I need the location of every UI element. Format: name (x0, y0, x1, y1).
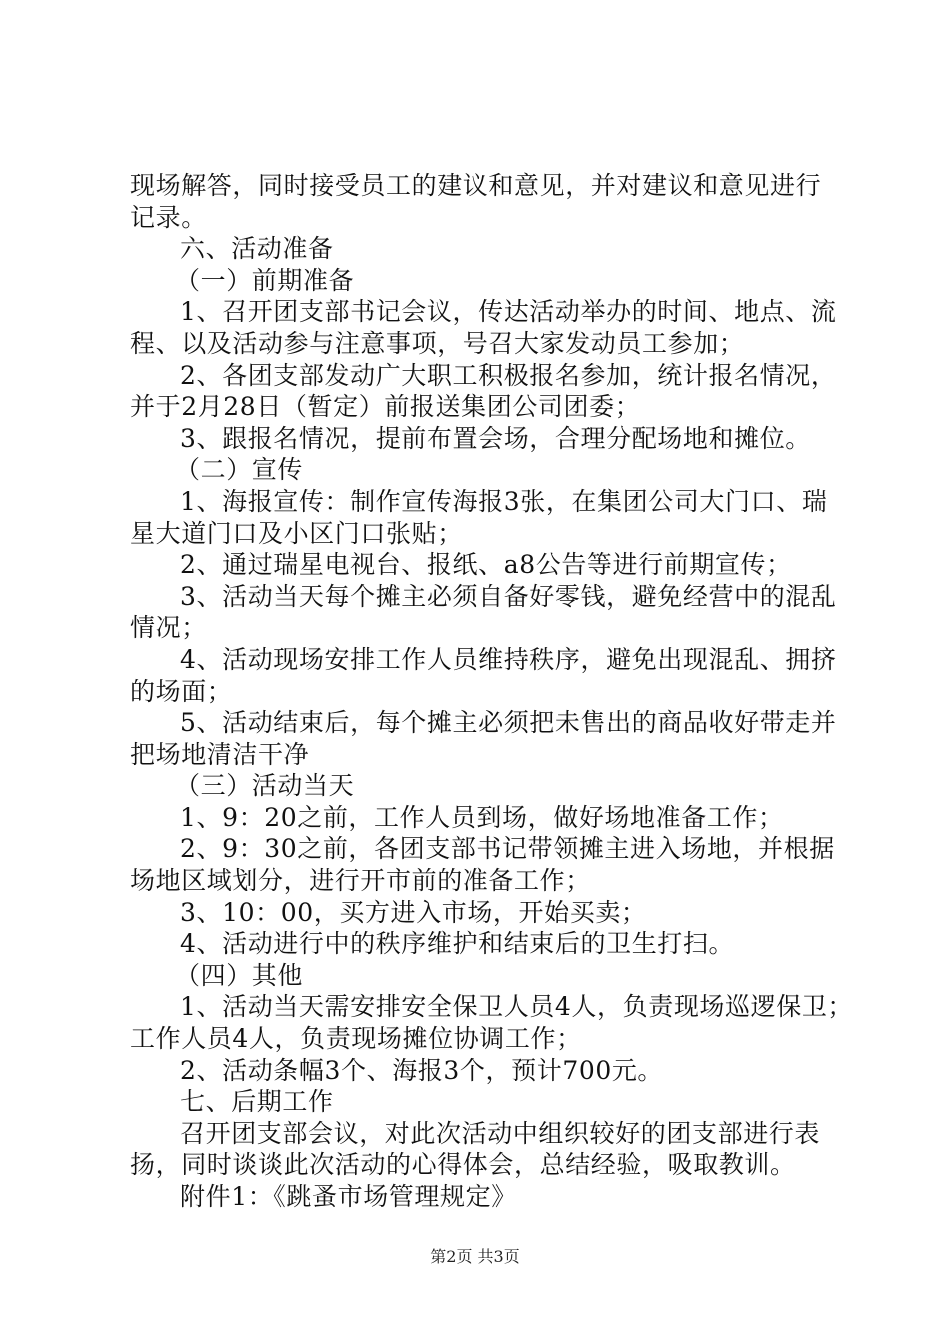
text-line: 1、海报宣传：制作宣传海报3张，在集团公司大门口、瑞 (180, 486, 828, 516)
text-line: 工作人员4人，负责现场摊位协调工作； (130, 1024, 582, 1054)
text-line: 把场地清洁干净 (130, 739, 310, 769)
text-line: 5、活动结束后，每个摊主必须把未售出的商品收好带走并 (180, 708, 837, 738)
text-line: 2、各团支部发动广大职工积极报名参加，统计报名情况， (180, 360, 837, 390)
text-line: 2、活动条幅3个、海报3个，预计700元。 (180, 1055, 664, 1085)
text-line: 场地区域划分，进行开市前的准备工作； (130, 866, 591, 896)
attachment-line: 附件1：《跳蚤市场管理规定》 (180, 1182, 517, 1211)
text-line: 并于2月28日（暂定）前报送集团公司团委； (130, 392, 641, 422)
text-line: 2、通过瑞星电视台、报纸、a8公告等进行前期宣传； (180, 550, 792, 580)
text-line: 1、活动当天需安排安全保卫人员4人，负责现场巡逻保卫； (180, 992, 854, 1022)
document-body (130, 170, 854, 1213)
text-line: 现场解答，同时接受员工的建议和意见，并对建议和意见进行 (130, 171, 822, 200)
subsection-heading: （三）活动当天 (175, 771, 355, 801)
section-heading: 七、后期工作 (180, 1087, 334, 1117)
section-heading: 六、活动准备 (180, 234, 334, 264)
page-number-footer: 第2页 共3页 (430, 1247, 520, 1266)
text-line: 4、活动现场安排工作人员维持秩序，避免出现混乱、拥挤 (180, 644, 837, 674)
text-line: 记录。 (130, 202, 207, 232)
text-line: 3、活动当天每个摊主必须自备好零钱，避免经营中的混乱 (180, 581, 837, 611)
text-line: 3、10：00，买方进入市场，开始买卖； (180, 897, 647, 927)
text-line: 扬，同时谈谈此次活动的心得体会，总结经验，吸取教训。 (130, 1150, 796, 1180)
text-line: 2、9：30之前，各团支部书记带领摊主进入场地，并根据 (180, 834, 835, 864)
text-line: 程、以及活动参与注意事项，号召大家发动员工参加； (130, 328, 745, 358)
text-line: 星大道门口及小区门口张贴； (130, 518, 463, 548)
text-line: 1、召开团支部书记会议，传达活动举办的时间、地点、流 (180, 297, 837, 327)
subsection-heading: （二）宣传 (175, 455, 304, 485)
text-line: 情况； (130, 613, 207, 643)
text-line: 3、跟报名情况，提前布置会场，合理分配场地和摊位。 (180, 423, 811, 453)
text-line: 召开团支部会议，对此次活动中组织较好的团支部进行表 (180, 1118, 821, 1148)
text-line: 4、活动进行中的秩序维护和结束后的卫生打扫。 (180, 929, 735, 959)
subsection-heading: （四）其他 (175, 960, 304, 990)
text-line: 1、9：20之前，工作人员到场，做好场地准备工作； (180, 802, 784, 832)
text-line: 的场面； (130, 676, 233, 706)
subsection-heading: （一）前期准备 (175, 265, 355, 295)
